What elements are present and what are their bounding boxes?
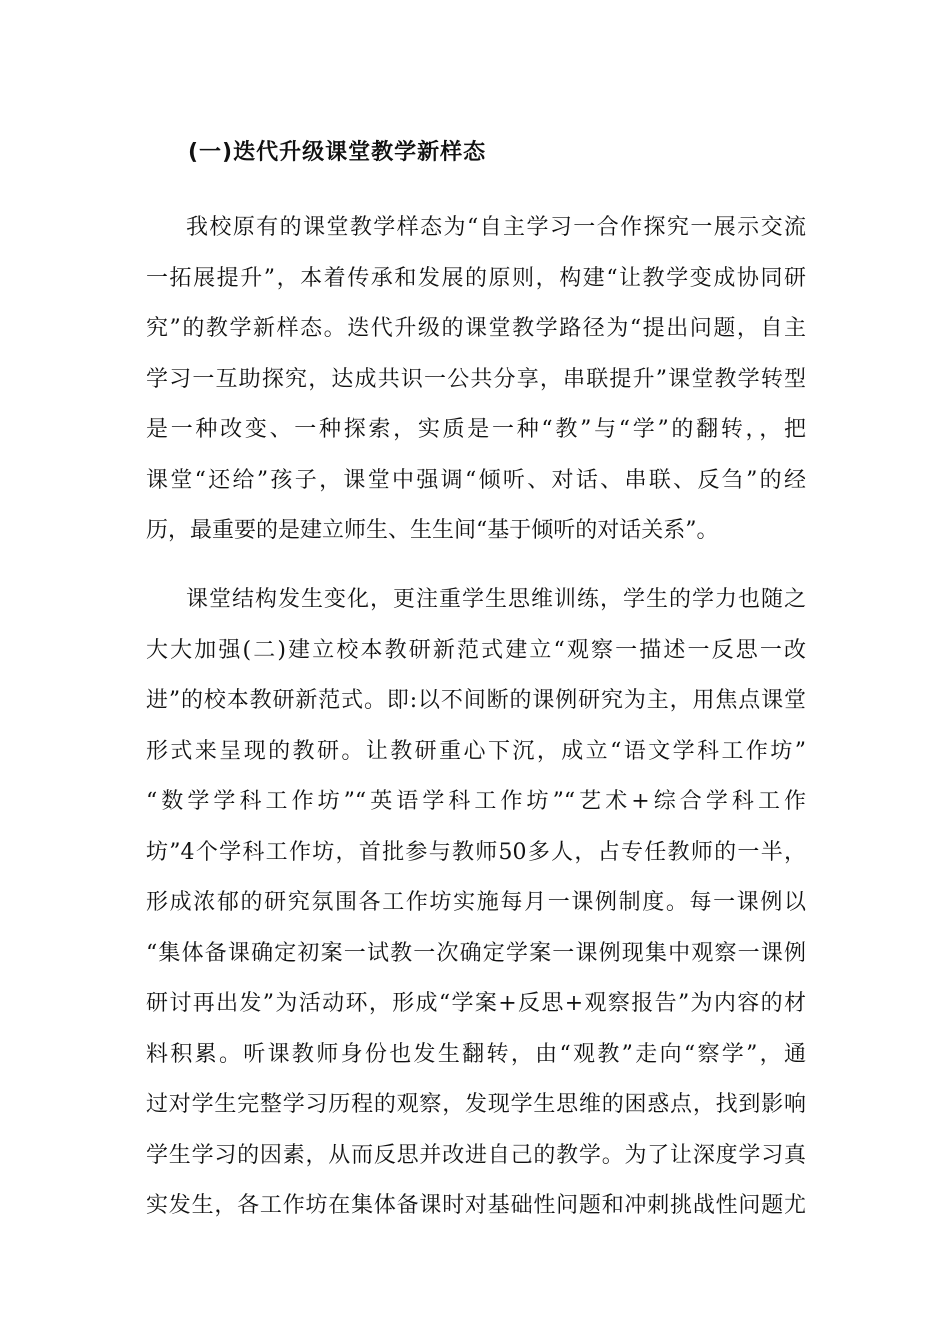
paragraph-line: “集体备课确定初案一试教一次确定学案一课例现集中观察一课例 bbox=[146, 940, 806, 966]
paragraph-line: 学生学习的因素，从而反思并改进自己的教学。为了让深度学习真 bbox=[146, 1142, 806, 1168]
paragraph-line: 进”的校本教研新范式。即:以不间断的课例研究为主，用焦点课堂 bbox=[146, 688, 806, 713]
paragraph-line: 究”的教学新样态。迭代升级的课堂教学路径为“提出问题，自主 bbox=[146, 316, 806, 341]
paragraph-line: 大大加强(二)建立校本教研新范式建立“观察一描述一反思一改 bbox=[146, 637, 806, 663]
paragraph-line: 研讨再出发”为活动环，形成“学案+反思+观察报告”为内容的材 bbox=[146, 991, 806, 1016]
paragraph-line: 历，最重要的是建立师生、生生间“基于倾听的对话关系”。 bbox=[146, 518, 719, 543]
paragraph-2 bbox=[146, 575, 806, 1232]
paragraph-line: 是一种改变、一种探索，实质是一种“教”与“学”的翻转，，把 bbox=[146, 417, 806, 442]
paragraph-1 bbox=[146, 203, 806, 557]
paragraph-line: 形式来呈现的教研。让教研重心下沉，成立“语文学科工作坊” bbox=[146, 738, 806, 764]
paragraph-line: 过对学生完整学习历程的观察，发现学生思维的困惑点，找到影响 bbox=[146, 1092, 806, 1117]
paragraph-line: 坊”4个学科工作坊，首批参与教师50多人，占专任教师的一半， bbox=[146, 839, 806, 865]
paragraph-line: 料积累。听课教师身份也发生翻转，由“观教”走向“察学”，通 bbox=[146, 1041, 806, 1067]
paragraph-line: 课堂“还给”孩子，课堂中强调“倾听、对话、串联、反刍”的经 bbox=[146, 467, 806, 493]
paragraph-line: 实发生，各工作坊在集体备课时对基础性问题和冲刺挑战性问题尤 bbox=[146, 1193, 806, 1218]
paragraph-line: 学习一互助探究，达成共识一公共分享，串联提升”课堂教学转型 bbox=[146, 366, 806, 392]
paragraph-line: 形成浓郁的研究氛围各工作坊实施每月一课例制度。每一课例以 bbox=[146, 890, 806, 915]
paragraph-line: 课堂结构发生变化，更注重学生思维训练，学生的学力也随之 bbox=[186, 587, 806, 612]
section-heading: (一)迭代升级课堂教学新样态 bbox=[188, 140, 487, 165]
paragraph-line: 我校原有的课堂教学样态为“自主学习一合作探究一展示交流 bbox=[186, 215, 806, 240]
paragraph-line: “数学学科工作坊”“英语学科工作坊”“艺术+综合学科工作 bbox=[146, 789, 806, 814]
paragraph-line: 一拓展提升”，本着传承和发展的原则，构建“让教学变成协同研 bbox=[146, 265, 806, 291]
